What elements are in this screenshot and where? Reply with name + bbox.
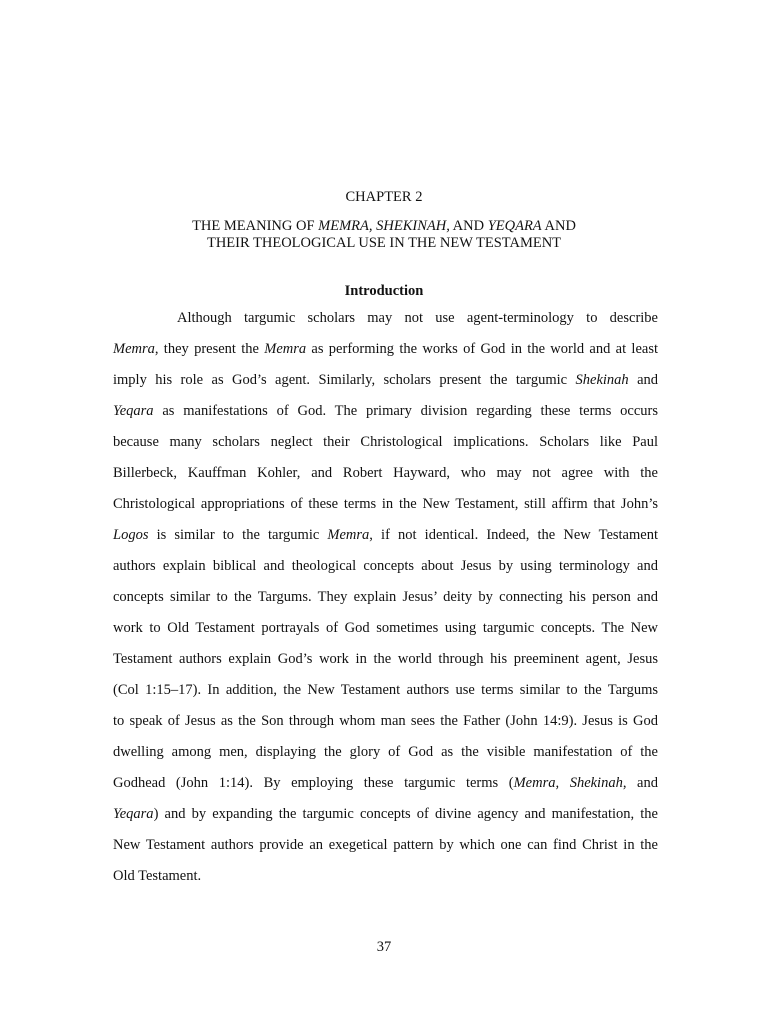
paragraph-line: Old Testament. bbox=[113, 868, 202, 884]
paragraph-line: because many scholars neglect their Christological implications. Scholars like Paul bbox=[113, 434, 658, 450]
chapter-title bbox=[0, 218, 768, 252]
paragraph-line: concepts similar to the Targums. They explain Jesus’ deity by connecting his person and bbox=[113, 589, 658, 605]
paragraph-line: imply his role as God’s agent. Similarly, scholars present the targumic Shekinah and bbox=[113, 372, 659, 388]
paragraph-line: work to Old Testament portrayals of God sometimes using targumic concepts. The New bbox=[113, 620, 658, 636]
paragraph-line: Testament authors explain God’s work in the world through his preeminent agent, Jesus bbox=[113, 651, 658, 667]
paragraph-line: Although targumic scholars may not use agent-terminology to describe bbox=[177, 310, 658, 326]
chapter-title-line-1: THE MEANING OF MEMRA, SHEKINAH, AND YEQARA AND bbox=[192, 218, 576, 234]
paragraph-line: New Testament authors provide an exegetical pattern by which one can find Christ in the bbox=[113, 837, 658, 853]
page-number: 37 bbox=[376, 939, 392, 955]
paragraph-line: Memra, they present the Memra as performing the works of God in the world and at least bbox=[113, 341, 658, 357]
paragraph-line: to speak of Jesus as the Son through whom man sees the Father (John 14:9). Jesus is God bbox=[113, 713, 658, 729]
paragraph-line: dwelling among men, displaying the glory of God as the visible manifestation of the bbox=[113, 744, 658, 760]
paragraph-line: authors explain biblical and theological concepts about Jesus by using terminology and bbox=[113, 558, 658, 574]
paragraph-line: Billerbeck, Kauffman Kohler, and Robert Hayward, who may not agree with the bbox=[113, 465, 658, 481]
paragraph-line: Godhead (John 1:14). By employing these targumic terms (Memra, Shekinah, and bbox=[113, 775, 658, 791]
chapter-label: CHAPTER 2 bbox=[345, 189, 423, 205]
section-heading: Introduction bbox=[344, 283, 424, 299]
chapter-title-line-2: THEIR THEOLOGICAL USE IN THE NEW TESTAMENT bbox=[206, 235, 562, 251]
paragraph-line: (Col 1:15–17). In addition, the New Testament authors use terms similar to the Targums bbox=[113, 682, 658, 698]
paragraph-line: Yeqara) and by expanding the targumic concepts of divine agency and manifestation, the bbox=[113, 806, 658, 822]
body-paragraph bbox=[113, 308, 658, 897]
paragraph-line: Christological appropriations of these terms in the New Testament, still affirm that John’s bbox=[113, 496, 658, 512]
paragraph-line: Logos is similar to the targumic Memra, if not identical. Indeed, the New Testament bbox=[113, 527, 658, 543]
paragraph-line: Yeqara as manifestations of God. The primary division regarding these terms occurs bbox=[113, 403, 658, 419]
